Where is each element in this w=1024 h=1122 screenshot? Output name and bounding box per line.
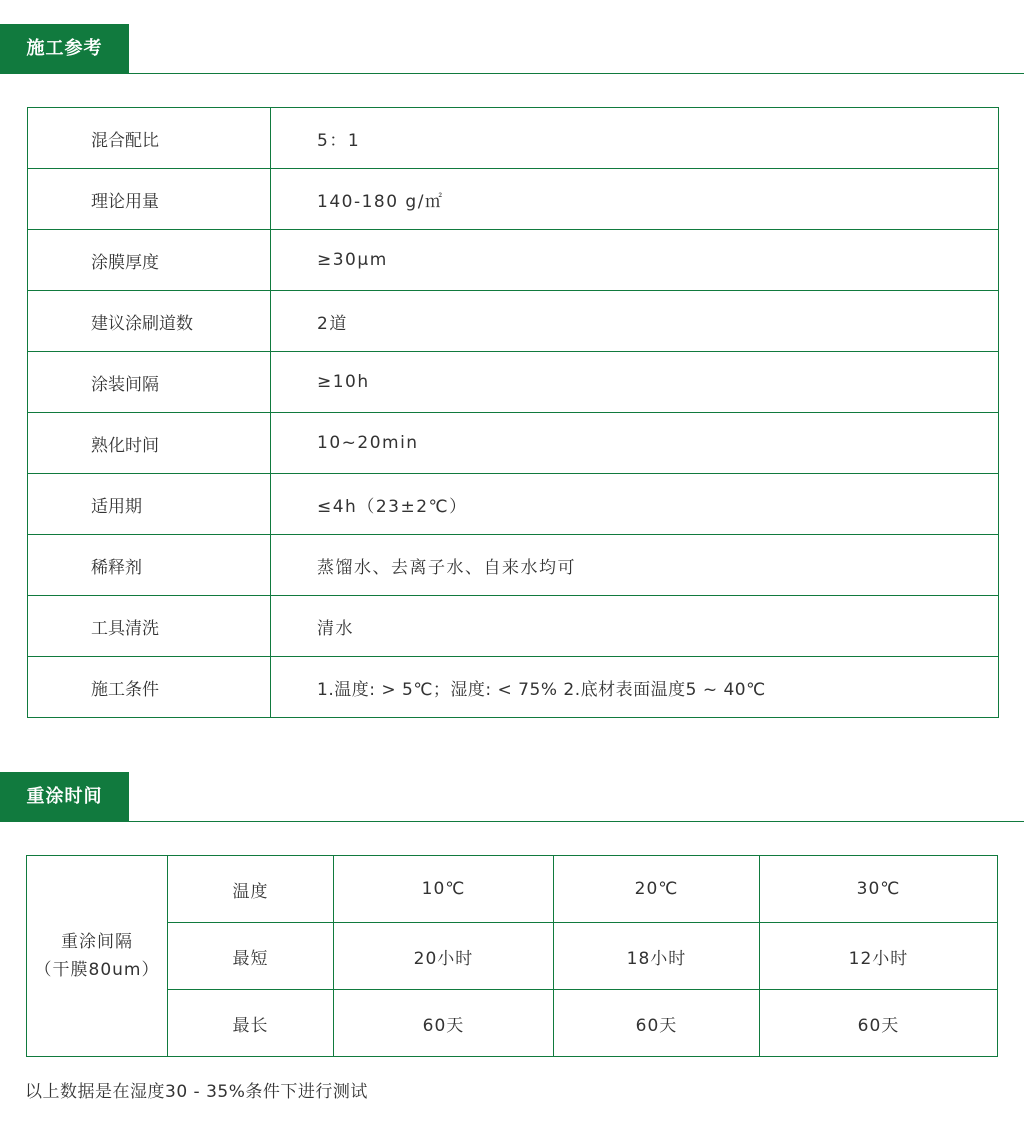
recoat-cell: 60天 [554,990,760,1057]
recoat-cell: 30℃ [760,856,998,923]
recoat-label: 最短 [168,923,334,990]
section-divider [129,73,1024,74]
param-label: 理论用量 [28,169,271,230]
param-value: 2道 [271,291,999,352]
param-label: 建议涂刷道数 [28,291,271,352]
table-row [28,352,999,413]
param-value: 140-180 g/㎡ [271,169,999,230]
param-label: 适用期 [28,474,271,535]
param-label: 工具清洗 [28,596,271,657]
table-row [28,169,999,230]
table-row [28,596,999,657]
param-value: ≥30μm [271,230,999,291]
recoat-cell: 10℃ [334,856,554,923]
param-label: 熟化时间 [28,413,271,474]
param-value: 蒸馏水、去离子水、自来水均可 [271,535,999,596]
table-row [28,108,999,169]
table-row [27,990,998,1057]
section-title-recoat: 重涂时间 [0,772,129,822]
table-row [28,413,999,474]
recoat-cell: 20℃ [554,856,760,923]
recoat-cell: 12小时 [760,923,998,990]
param-label: 混合配比 [28,108,271,169]
param-value: ≤4h（23±2℃） [271,474,999,535]
param-value: 1.温度: > 5℃；湿度: < 75% 2.底材表面温度5 ~ 40℃ [271,657,999,718]
table-row [28,230,999,291]
recoat-cell: 60天 [760,990,998,1057]
section-divider [129,821,1024,822]
table-row [28,657,999,718]
recoat-label: 温度 [168,856,334,923]
recoat-header-line: 重涂间隔 [61,932,133,952]
recoat-cell: 18小时 [554,923,760,990]
param-label: 涂装间隔 [28,352,271,413]
table-row [28,291,999,352]
param-label: 稀释剂 [28,535,271,596]
table-row [28,535,999,596]
param-label: 涂膜厚度 [28,230,271,291]
param-value: 10~20min [271,413,999,474]
test-conditions-footnote: 以上数据是在湿度30 - 35%条件下进行测试 [25,1082,368,1102]
recoat-cell: 60天 [334,990,554,1057]
recoat-row-header [27,856,168,1057]
param-label: 施工条件 [28,657,271,718]
param-value: 5：1 [271,108,999,169]
section-header-recoat [0,772,1024,822]
table-row [27,923,998,990]
recoat-header-subline: （干膜80um） [34,960,160,980]
recoat-cell: 20小时 [334,923,554,990]
recoat-interval-table [26,855,998,1057]
table-row [27,856,998,923]
section-title-construction: 施工参考 [0,24,129,74]
recoat-label: 最长 [168,990,334,1057]
param-value: 清水 [271,596,999,657]
construction-parameters-table [27,107,999,718]
param-value: ≥10h [271,352,999,413]
table-row [28,474,999,535]
section-header-construction [0,24,1024,74]
